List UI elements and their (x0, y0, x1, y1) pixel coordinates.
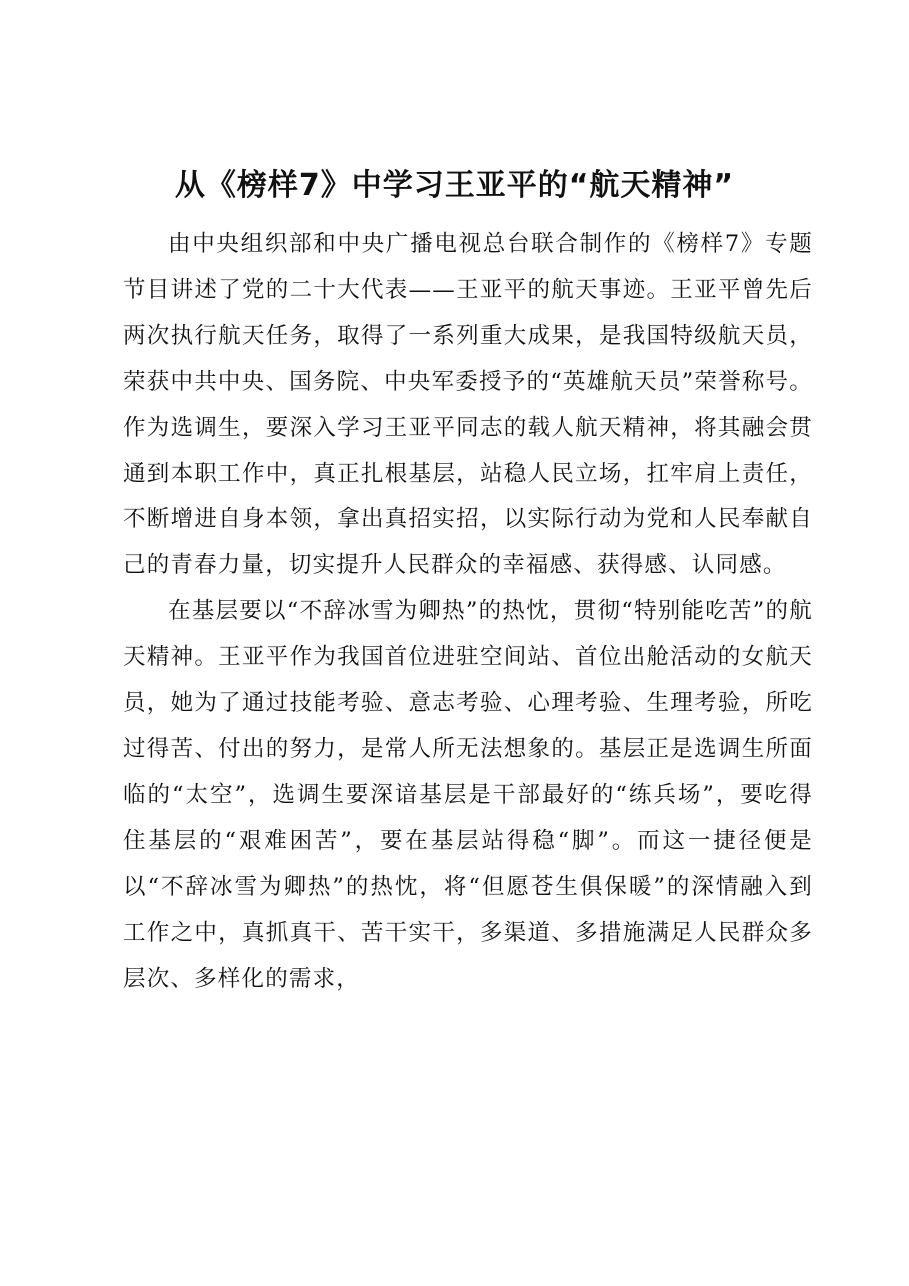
paragraph-2: 在基层要以“不辞冰雪为卿热”的热忱，贯彻“特别能吃苦”的航天精神。王亚平作为我国首位进驻空间站、首位出舱活动的女航天员，她为了通过技能考验、意志考验、心理考验、生理考验，所吃过得苦、付出的努力，是常人所无法想象的。基层正是选调生所面临的“太空”，选调生要深谙基层是干部最好的“练兵场”，要吃得住基层的“艰难困苦”，要在基层站得稳“脚”。而这一捷径便是以“不辞冰雪为卿热”的热忱，将“但愿苍生俱保暖”的深情融入到工作之中，真抓真干、苦干实干，多渠道、多措施满足人民群众多层次、多样化的需求， (123, 598, 813, 992)
document-body (123, 222, 813, 1002)
document-title: 从《榜样7》中学习王亚平的“航天精神” (174, 168, 735, 203)
paragraph-1: 由中央组织部和中央广播电视总台联合制作的《榜样7》专题节目讲述了党的二十大代表——王亚平的航天事迹。王亚平曾先后两次执行航天任务，取得了一系列重大成果，是我国特级航天员，荣获中共中央、国务院、中央军委授予的“英雄航天员”荣誉称号。作为选调生，要深入学习王亚平同志的载人航天精神，将其融会贯通到本职工作中，真正扎根基层，站稳人民立场，扛牢肩上责任，不断增进自身本领，拿出真招实招，以实际行动为党和人民奉献自己的青春力量，切实提升人民群众的幸福感、获得感、认同感。 (123, 231, 813, 579)
